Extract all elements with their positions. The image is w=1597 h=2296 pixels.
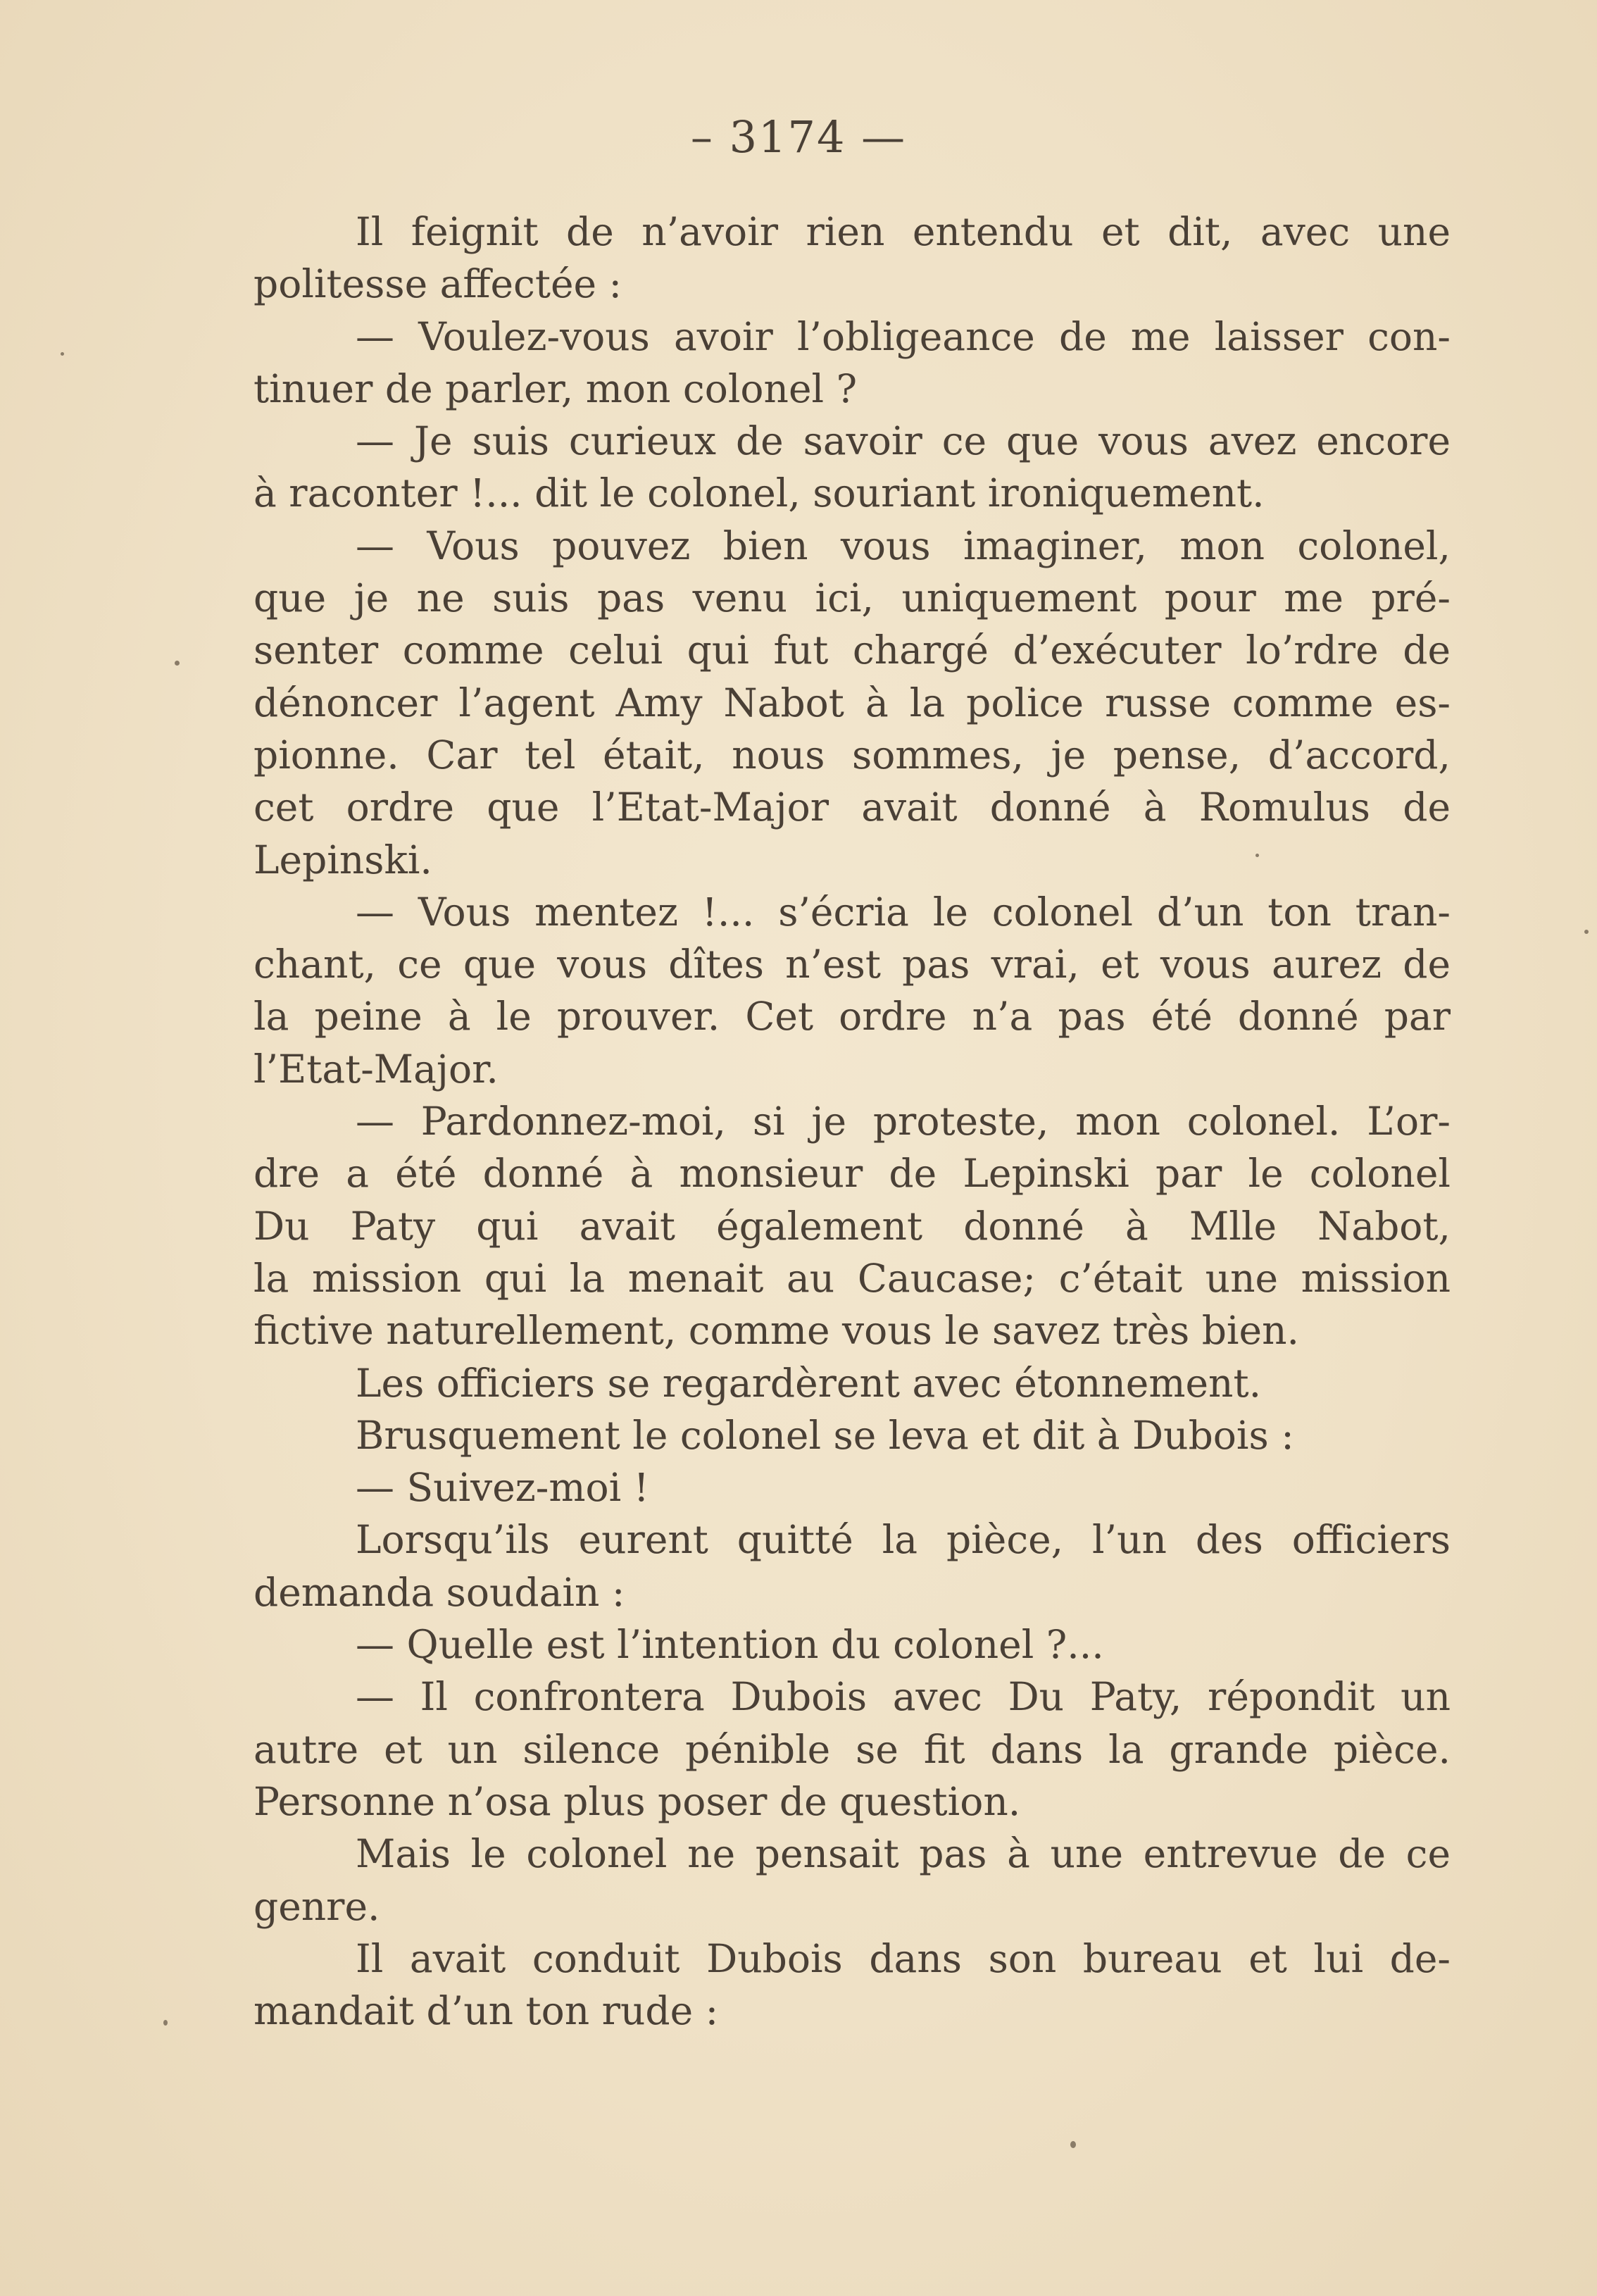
text-line: — Vous pouvez bien vous imaginer, mon colonel, [356,523,1451,568]
paper-speck [1584,930,1589,934]
text-line: dénoncer l’agent Amy Nabot à la police russe comme es- [253,680,1451,725]
text-line: Du Paty qui avait également donné à Mlle Nabot, [253,1203,1451,1249]
text-line: — Pardonnez-moi, si je proteste, mon colonel. L’or- [356,1099,1451,1144]
text-line: fictive naturellement, comme vous le savez très bien. [253,1308,1299,1354]
text-line: — Suivez-moi ! [356,1465,649,1511]
text-line: mandait d’un ton rude : [253,1988,719,2034]
text-line: Lepinski. [253,837,432,882]
body-text [253,206,1451,2037]
text-line: pionne. Car tel était, nous sommes, je pense, d’accord, [253,732,1451,778]
text-line: Lorsqu’ils eurent quitté la pièce, l’un des officiers [356,1517,1451,1563]
text-line: politesse affectée : [253,261,622,307]
text-line: — Quelle est l’intention du colonel ?... [356,1622,1104,1668]
text-line: chant, ce que vous dîtes n’est pas vrai, et vous aurez de [253,942,1451,987]
text-line: Les officiers se regardèrent avec étonnement. [356,1360,1262,1406]
text-line: la mission qui la menait au Caucase; c’était une mission [253,1255,1451,1301]
text-line: que je ne suis pas venu ici, uniquement pour me pré- [253,575,1451,621]
text-line: — Vous mentez !... s’écria le colonel d’un ton tran- [356,889,1451,935]
text-line: Personne n’osa plus poser de question. [253,1778,1021,1824]
text-line: senter comme celui qui fut chargé d’exécuter lo’rdre de [253,628,1451,673]
text-line: cet ordre que l’Etat-Major avait donné à Romulus de [253,785,1451,830]
page-number: – 3174 — [690,111,907,163]
paper-speck [163,2020,168,2026]
paper-speck [61,352,64,356]
paper-speck [1070,2141,1076,2148]
text-line: la peine à le prouver. Cet ordre n’a pas été donné par [253,994,1451,1040]
text-line: à raconter !... dit le colonel, souriant ironiquement. [253,470,1265,516]
text-line: Il feignit de n’avoir rien entendu et dit, avec une [356,209,1451,254]
text-line: dre a été donné à monsieur de Lepinski par le colonel [253,1151,1451,1197]
text-line: — Voulez-vous avoir l’obligeance de me laisser con- [356,313,1451,359]
text-line: demanda soudain : [253,1569,625,1615]
text-line: — Il confrontera Dubois avec Du Paty, répondit un [356,1674,1451,1720]
text-line: Brusquement le colonel se leva et dit à Dubois : [356,1412,1294,1458]
text-line: Mais le colonel ne pensait pas à une entrevue de ce [356,1831,1451,1877]
paper-speck [1255,854,1259,857]
text-line: tinuer de parler, mon colonel ? [253,366,858,411]
text-line: genre. [253,1883,380,1929]
text-line: Il avait conduit Dubois dans son bureau et lui de- [356,1935,1451,1981]
text-line: — Je suis curieux de savoir ce que vous avez encore [356,418,1451,464]
paper-speck [175,661,180,666]
text-line: l’Etat-Major. [253,1046,499,1092]
text-line: autre et un silence pénible se fit dans la grande pièce. [253,1726,1451,1772]
